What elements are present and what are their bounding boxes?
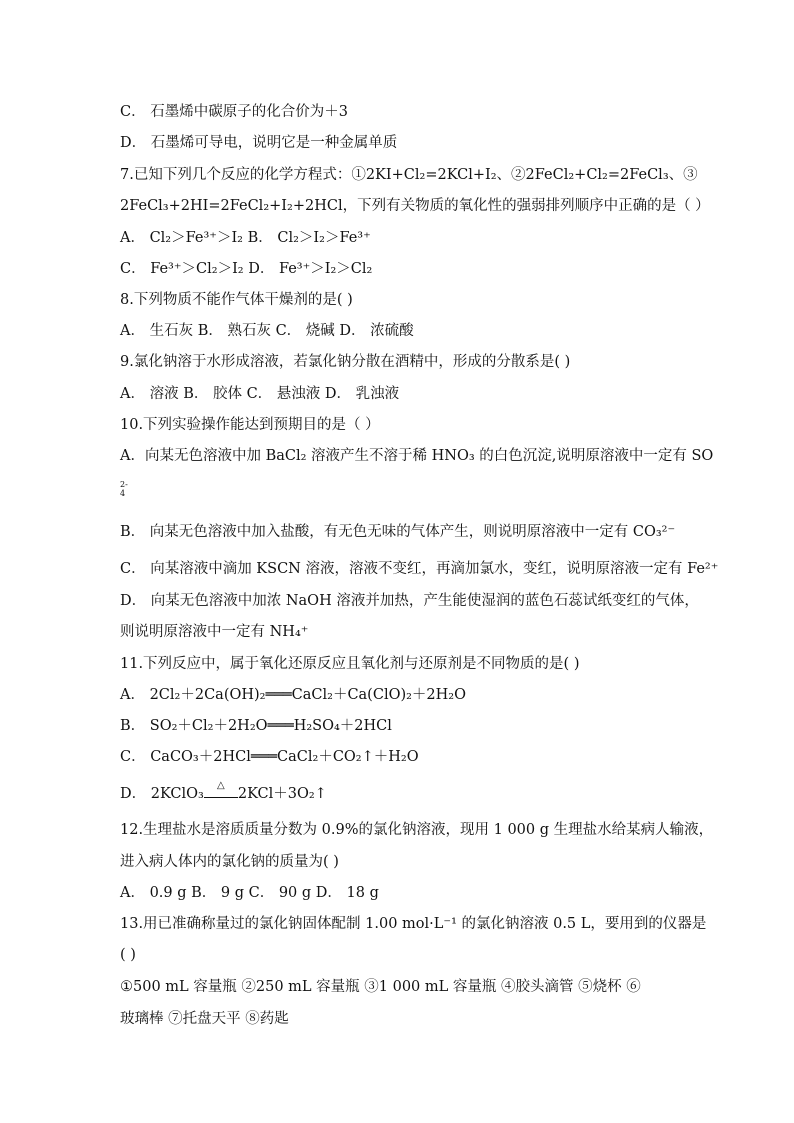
question-12-stem-line1: 12.生理盐水是溶质质量分数为 0.9%的氯化钠溶液，现用 1 000 g 生理盐水给某病人输液， [120,822,714,838]
question-8-stem: 8.下列物质不能作气体干燥剂的是( ) [120,292,353,308]
question-7-stem-line2: 2FeCl₃+2HI=2FeCl₂+I₂+2HCl，下列有关物质的氧化性的强弱排列顺序中正确的是（ ） [120,198,710,214]
question-12-stem-line2: 进入病人体内的氯化钠的质量为( ) [120,854,339,870]
heat-condition [204,780,238,798]
question-7-options-cd: C． Fe³⁺＞Cl₂＞I₂ D． Fe³⁺＞I₂＞Cl₂ [120,261,373,277]
question-7-stem-line1: 7.已知下列几个反应的化学方程式：①2KI+Cl₂=2KCl+I₂、②2FeCl₂+Cl₂=2FeCl₃、③ [120,167,698,183]
question-9-options: A． 溶液 B． 胶体 C． 悬浊液 D． 乳浊液 [120,386,400,402]
question-10-option-d-line1: D． 向某无色溶液中加浓 NaOH 溶液并加热，产生能使湿润的蓝色石蕊试纸变红的气体， [120,593,699,609]
question-10-option-c: C． 向某溶液中滴加 KSCN 溶液，溶液不变红，再滴加氯水，变红，说明原溶液一定有 Fe²⁺ [120,561,719,577]
option-d-products: 2KCl＋3O₂↑ [237,786,327,802]
question-10-option-a: A．向某无色溶液中加 BaCl₂ 溶液产生不溶于稀 HNO₃ 的白色沉淀,说明原溶液中一定有 SO [120,448,714,464]
question-11-option-d [120,780,684,804]
question-12-options: A． 0.9 g B． 9 g C． 90 g D． 18 g [120,885,379,901]
question-11-option-b: B． SO₂＋Cl₂＋2H₂O═══H₂SO₄＋2HCl [120,718,392,734]
option-c-graphene: C． 石墨烯中碳原子的化合价为＋3 [120,104,348,120]
question-10-option-a-charge: 2- 4 [120,480,128,498]
question-13-stem-line1: 13.用已准确称量过的氯化钠固体配制 1.00 mol·L⁻¹ 的氯化钠溶液 0.5 L，要用到的仪器是 [120,916,707,932]
option-d-reactant: D． 2KClO₃ [120,786,204,802]
option-d-graphene: D． 石墨烯可导电，说明它是一种金属单质 [120,135,398,151]
question-8-options: A． 生石灰 B． 熟石灰 C． 烧碱 D． 浓硫酸 [120,323,414,339]
delta-symbol: △ [216,780,225,791]
question-11-option-a: A． 2Cl₂＋2Ca(OH)₂═══CaCl₂＋Ca(ClO)₂＋2H₂O [120,687,467,703]
question-13-stem-line2: ( ) [120,947,136,963]
question-11-option-c: C． CaCO₃＋2HCl═══CaCl₂＋CO₂↑＋H₂O [120,749,419,765]
question-10-stem: 10.下列实验操作能达到预期目的是（ ） [120,417,380,433]
question-13-items-line2: 玻璃棒 ⑦托盘天平 ⑧药匙 [120,1011,289,1027]
question-13-items-line1: ①500 mL 容量瓶 ②250 mL 容量瓶 ③1 000 mL 容量瓶 ④胶头滴管 ⑤烧杯 ⑥ [120,979,641,995]
question-9-stem: 9.氯化钠溶于水形成溶液，若氯化钠分散在酒精中，形成的分散系是( ) [120,354,571,370]
question-10-option-b: B． 向某无色溶液中加入盐酸，有无色无味的气体产生，则说明原溶液中一定有 CO₃²⁻ [120,524,676,540]
question-7-options-ab: A． Cl₂＞Fe³⁺＞I₂ B． Cl₂＞I₂＞Fe³⁺ [120,230,371,246]
question-11-stem: 11.下列反应中，属于氧化还原反应且氧化剂与还原剂是不同物质的是( ) [120,656,580,672]
question-10-option-d-line2: 则说明原溶液中一定有 NH₄⁺ [120,624,309,640]
